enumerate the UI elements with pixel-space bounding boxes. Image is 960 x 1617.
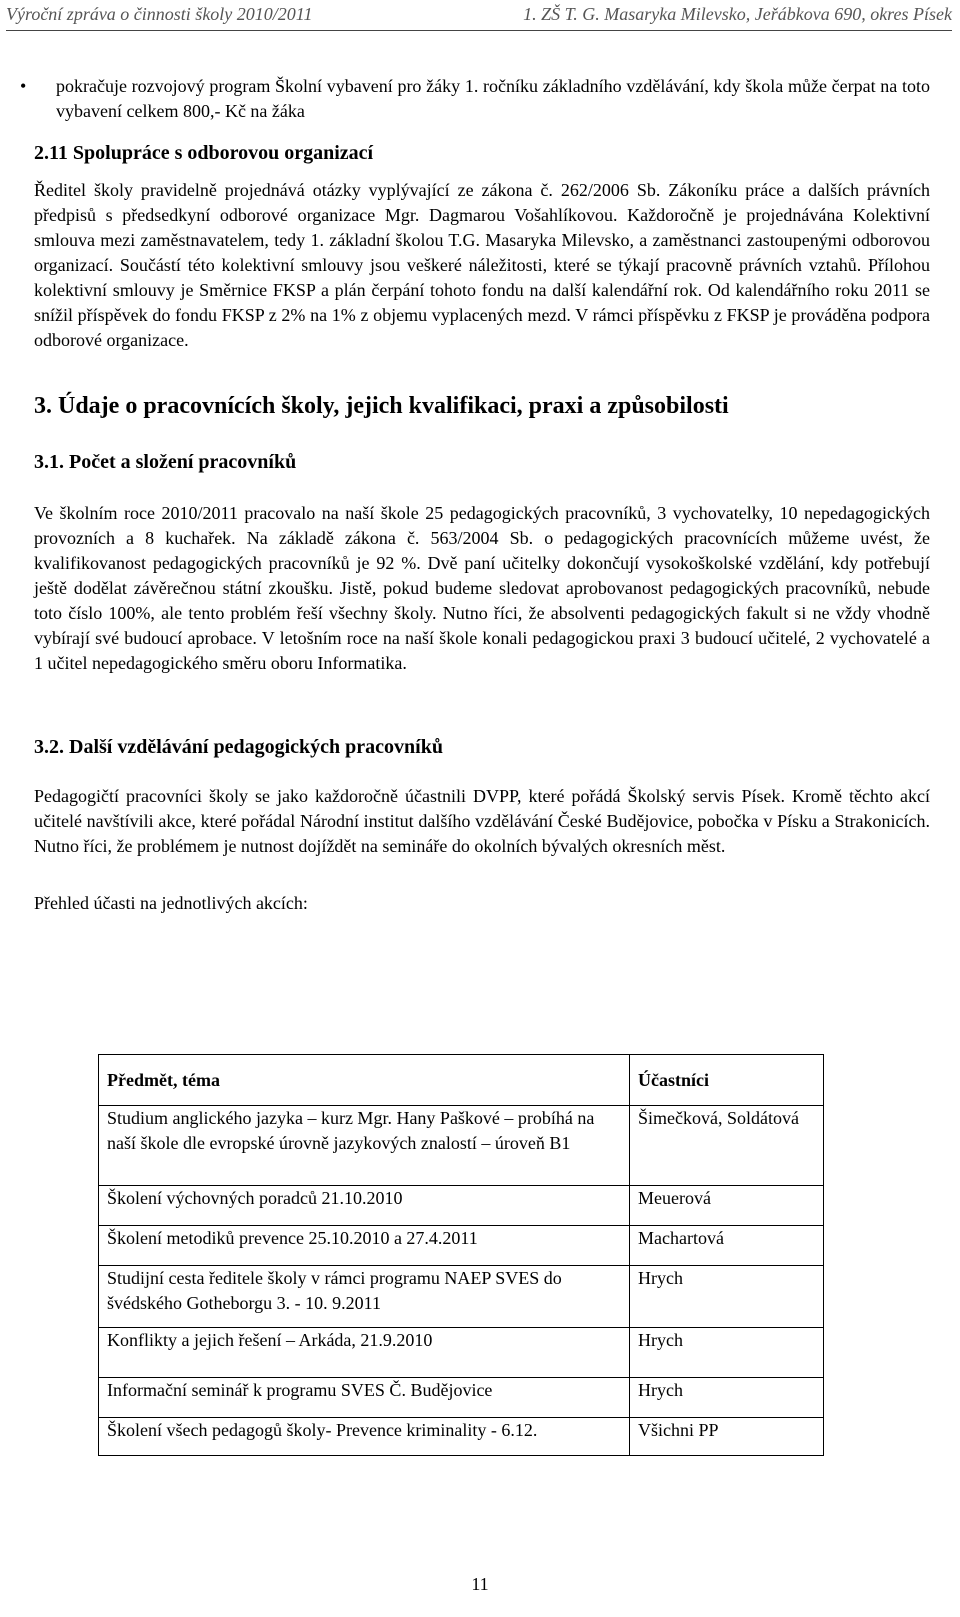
table-cell-topic: Konflikty a jejich řešení – Arkáda, 21.9.2010 — [99, 1328, 630, 1378]
bullet-icon: • — [20, 76, 27, 96]
table-row — [99, 1186, 824, 1226]
section-3-1-heading: 3.1. Počet a složení pracovníků — [34, 451, 297, 473]
table-cell-topic: Informační seminář k programu SVES Č. Budějovice — [99, 1378, 630, 1418]
table-cell-topic: Školení metodiků prevence 25.10.2010 a 27.4.2011 — [99, 1226, 630, 1266]
section-3-2-heading: 3.2. Další vzdělávání pedagogických pracovníků — [34, 736, 443, 758]
table-row — [99, 1106, 824, 1186]
courses-table — [98, 1054, 824, 1456]
table-cell-topic: Studium anglického jazyka – kurz Mgr. Hany Paškové – probíhá na naší škole dle evropské úrovně jazykových znalostí – úroveň B1 — [99, 1106, 630, 1186]
section-3-2-text: Pedagogičtí pracovníci školy se jako každoročně účastnili DVPP, které pořádá Školský servis Písek. Kromě těchto akcí učitelé navštívili akce, které pořádal Národní institut dalšího vzdělávání České Budějovice, pobočka v Písku a Strakonicích. Nutno říci, že problémem je nutnost dojíždět na semináře do okolních bývalých okresních měst. — [34, 786, 930, 856]
header-school: 1. ZŠ T. G. Masaryka Milevsko, Jeřábkova 690, okres Písek — [523, 4, 952, 24]
page-number: 11 — [471, 1574, 489, 1594]
table-cell-participants: Všichni PP — [630, 1418, 824, 1456]
table-cell-participants: Šimečková, Soldátová — [630, 1106, 824, 1186]
table-cell-topic: Školení výchovných poradců 21.10.2010 — [99, 1186, 630, 1226]
bullet-text: pokračuje rozvojový program Školní vybavení pro žáky 1. ročníku základního vzdělávání, kdy škola může čerpat na toto vybavení celkem 800,- Kč na žáka — [56, 76, 930, 121]
table-cell-topic: Školení všech pedagogů školy- Prevence kriminality - 6.12. — [99, 1418, 630, 1456]
table-cell-topic: Studijní cesta ředitele školy v rámci programu NAEP SVES do švédského Gotheborgu 3. - 10. 9.2011 — [99, 1266, 630, 1328]
table-cell-participants: Meuerová — [630, 1186, 824, 1226]
table-cell-participants: Hrych — [630, 1266, 824, 1328]
table-row — [99, 1266, 824, 1328]
page-content — [20, 74, 930, 916]
bullet-item — [20, 74, 930, 124]
section-3-1-text: Ve školním roce 2010/2011 pracovalo na naší škole 25 pedagogických pracovníků, 3 vychovatelky, 10 nepedagogických provozních a 8 kuchařek. Na základě zákona č. 563/2004 Sb. o pedagogických pracovnících můžeme uvést, že kvalifikovanost pedagogických pracovníků je 92 %. Dvě paní učitelky dokončují vysokoškolské vzdělání, kdy potřebují ještě dodělat závěrečnou státní zkoušku. Jistě, pokud budeme sledovat aprobovanost pedagogických pracovníků, nebude toto číslo 100%, ale tento problém řeší všechny školy. Nutno říci, že absolventi pedagogických fakult si ne vždy vhodně vybírají své budoucí aprobace. V letošním roce na naší škole konali pedagogickou praxi 3 budoucí učitelé, 2 vychovatelé a 1 učitel nepedagogického směru oboru Informatika. — [34, 503, 930, 673]
header-rule — [6, 30, 952, 31]
overview-label: Přehled účasti na jednotlivých akcích: — [34, 893, 308, 913]
table-row — [99, 1378, 824, 1418]
table-row — [99, 1328, 824, 1378]
table-row — [99, 1418, 824, 1456]
section-2-11-text: Ředitel školy pravidelně projednává otázky vyplývající ze zákona č. 262/2006 Sb. Zákoníku práce a dalších právních předpisů s předsedkyní odborové organizace Mgr. Dagmarou Vošahlíkovou. Každoročně je projednávána Kolektivní smlouva mezi zaměstnavatelem, tedy 1. základní školou T.G. Masaryka Milevsko, a zaměstnanci zastoupenými odborovou organizací. Součástí této kolektivní smlouvy jsou veškeré náležitosti, které se týkají pracovně právních vztahů. Přílohou kolektivní smlouvy je Směrnice FKSP a plán čerpání tohoto fondu na další kalendářní rok. Od kalendářního roku 2011 se snížil příspěvek do fondu FKSP z 2% na 1% z objemu vyplacených mezd. V rámci příspěvku z FKSP je prováděna podpora odborové organizace. — [34, 180, 930, 350]
table-cell-participants: Machartová — [630, 1226, 824, 1266]
table-row — [99, 1226, 824, 1266]
section-3-heading: 3. Údaje o pracovnících školy, jejich kvalifikaci, praxi a způsobilosti — [34, 393, 729, 419]
table-header-topic: Předmět, téma — [99, 1055, 630, 1106]
header-title: Výroční zpráva o činnosti školy 2010/2011 — [6, 4, 313, 24]
table-cell-participants: Hrych — [630, 1378, 824, 1418]
section-2-11-heading: 2.11 Spolupráce s odborovou organizací — [34, 142, 374, 164]
page-header — [0, 0, 960, 30]
table-header-row — [99, 1055, 824, 1106]
table-cell-participants: Hrych — [630, 1328, 824, 1378]
table-header-participants: Účastníci — [630, 1055, 824, 1106]
